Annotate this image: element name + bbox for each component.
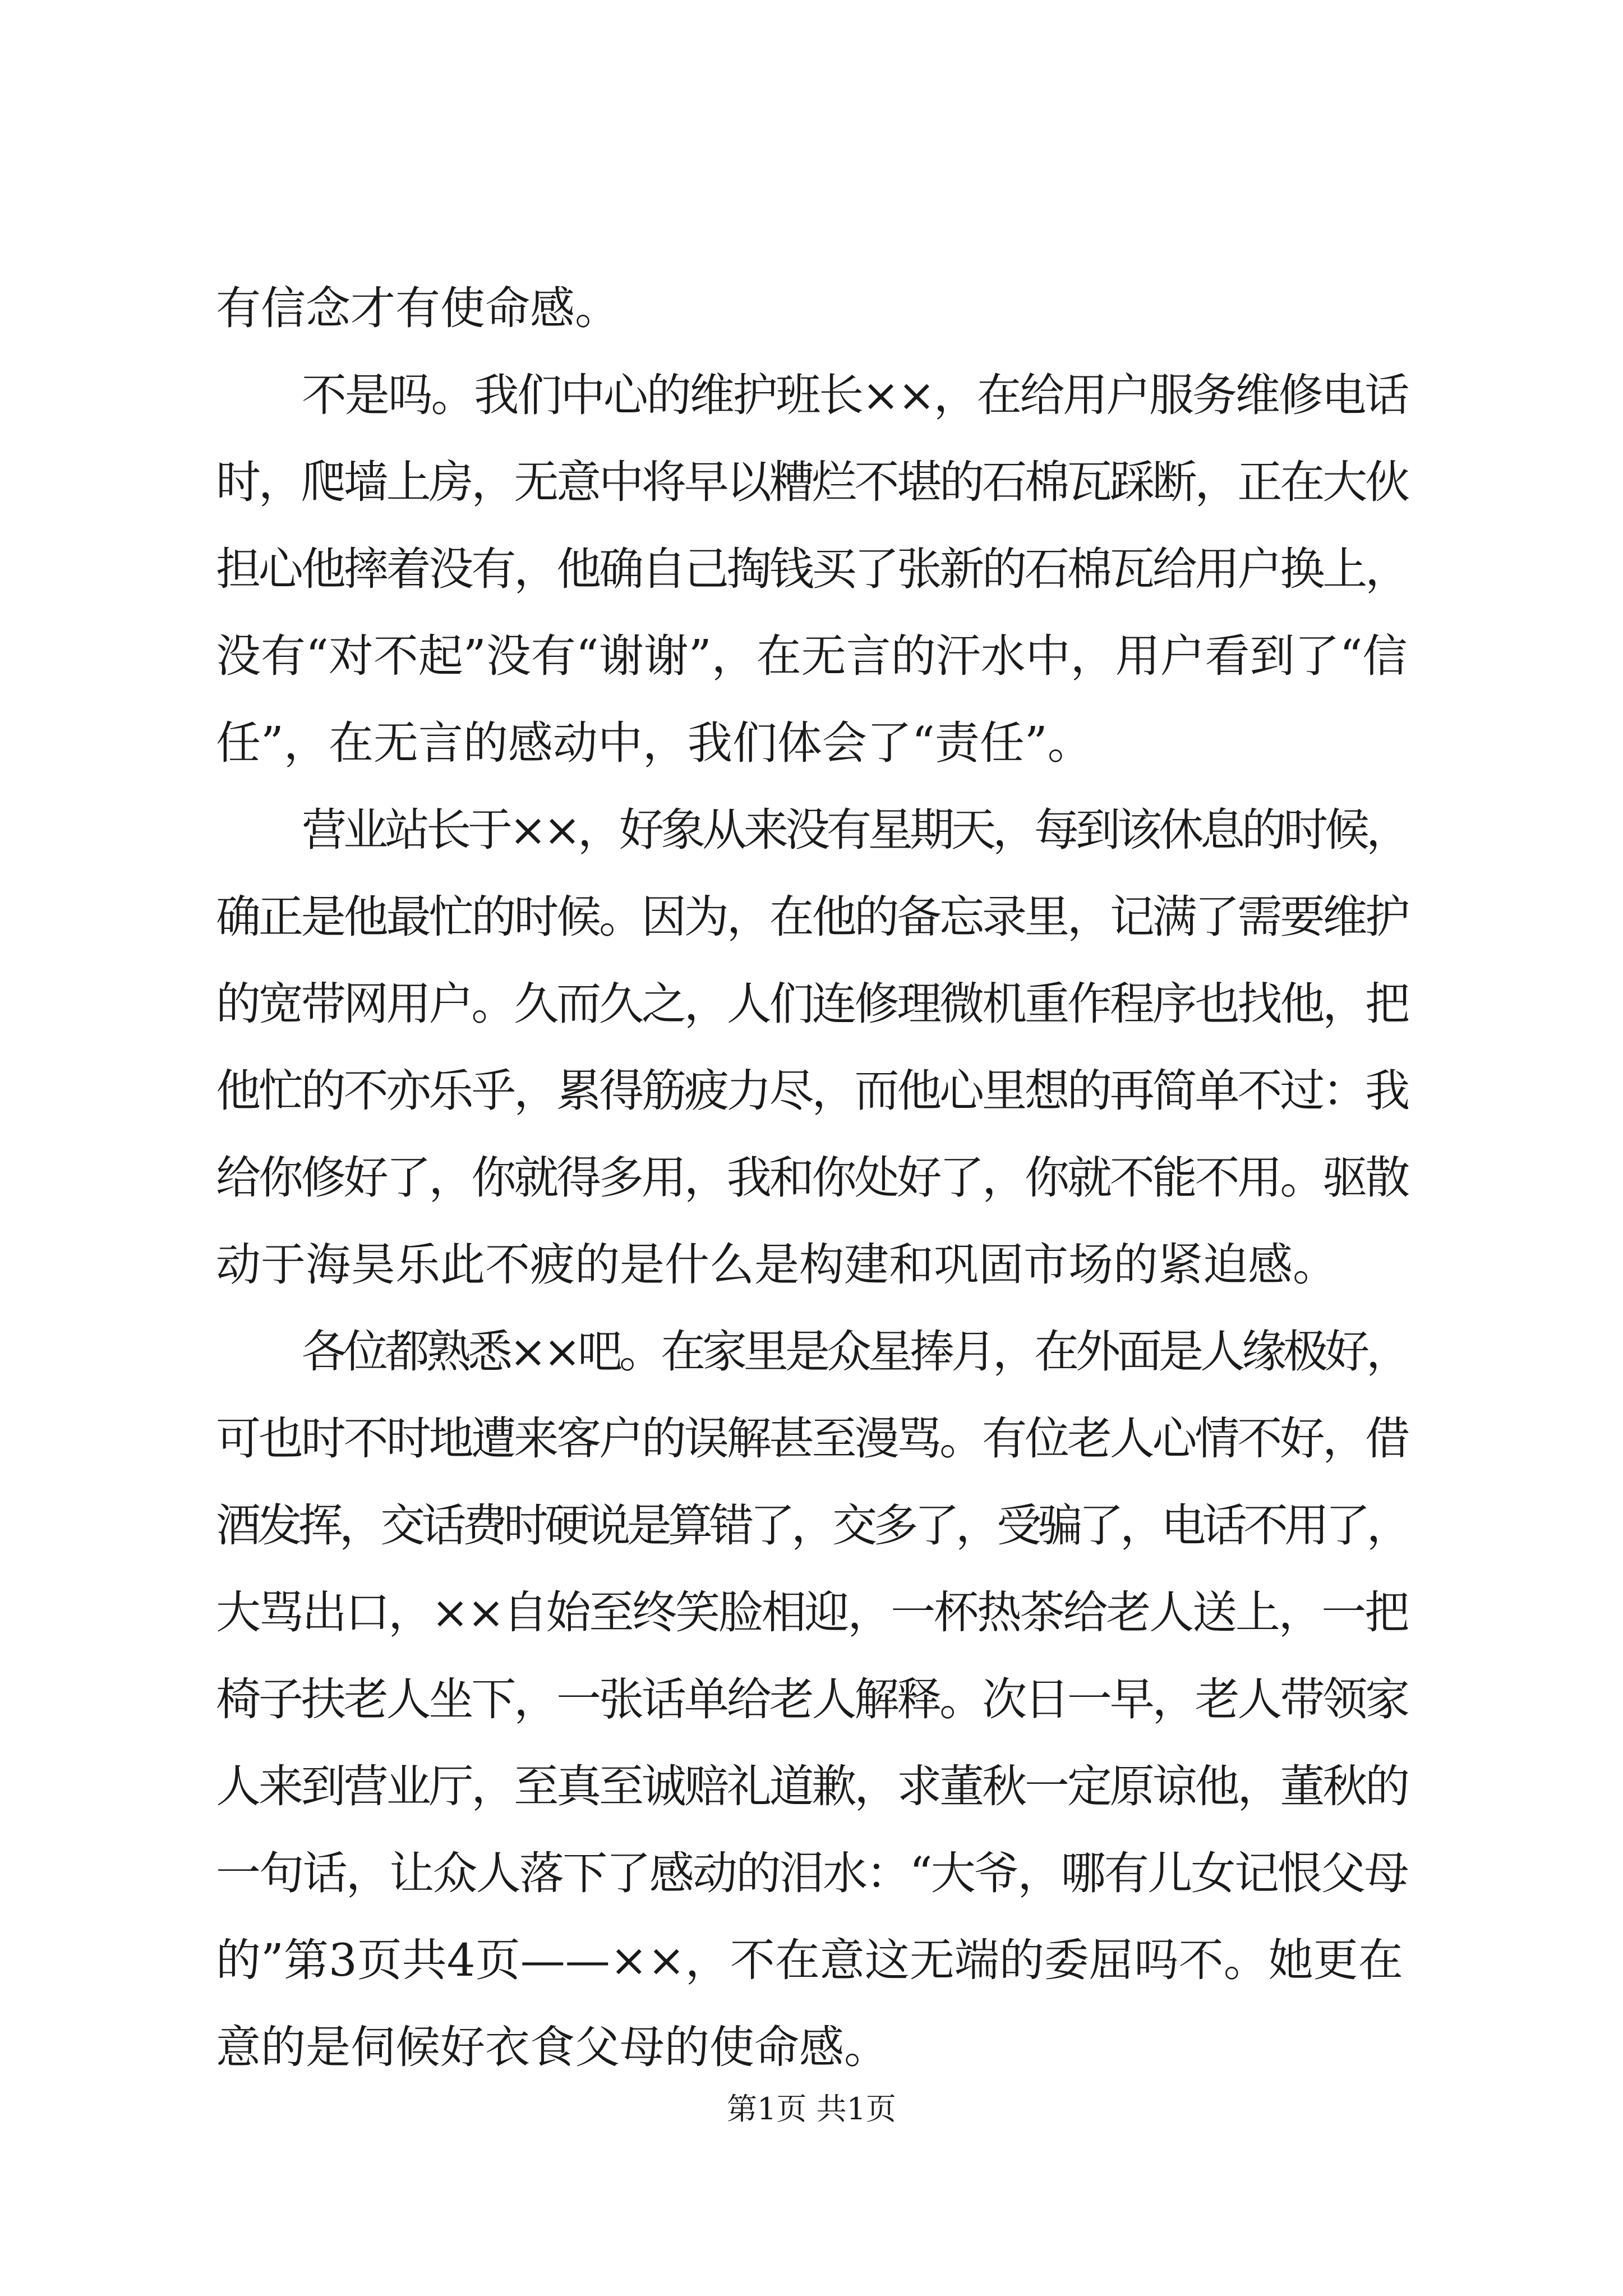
text-line: 没有“对不起”没有“谢谢”，在无言的汗水中，用户看到了“信 [216,630,1408,682]
text-line: 的”第3页共4页——××，不在意这无端的委屈吗不。她更在 [216,1934,1403,1986]
text-line: 大骂出口，××自始至终笑脸相迎，一杯热茶给老人送上，一把 [216,1586,1408,1639]
text-line: 有信念才有使命感。 [216,282,620,334]
text-line: 椅子扶老人坐下，一张话单给老人解释。次日一早，老人带领家 [216,1673,1408,1726]
text-line: 意的是伺候好衣食父母的使命感。 [216,2021,889,2073]
text-line: 酒发挥，交话费时硬说是算错了，交多了，受骗了，电话不用了， [216,1499,1408,1552]
text-line: 担心他摔着没有，他确自己掏钱买了张新的石棉瓦给用户换上， [216,543,1408,595]
text-line: 动于海昊乐此不疲的是什么是构建和巩固市场的紧迫感。 [216,1239,1338,1291]
text-line: 不是吗。我们中心的维护班长××，在给用户服务维修电话 [302,369,1408,421]
text-line: 人来到营业厅，至真至诚赔礼道歉，求董秋一定原谅他，董秋的 [216,1760,1408,1812]
text-line: 营业站长于××，好象从来没有星期天，每到该休息的时候， [302,804,1408,856]
text-line: 确正是他最忙的时候。因为，在他的备忘录里，记满了需要维护 [216,891,1408,943]
page-footer: 第1页 共1页 [727,2091,896,2127]
text-line: 的宽带网用户。久而久之，人们连修理微机重作程序也找他，把 [216,978,1408,1030]
text-line: 他忙的不亦乐乎，累得筋疲力尽，而他心里想的再简单不过：我 [216,1065,1408,1117]
text-line: 一句话，让众人落下了感动的泪水：“大爷，哪有儿女记恨父母 [216,1847,1408,1899]
text-line: 时，爬墙上房，无意中将早以糟烂不堪的石棉瓦踩断，正在大伙 [216,456,1408,508]
text-line: 任”，在无言的感动中，我们体会了“责任”。 [216,717,1092,769]
text-line: 各位都熟悉××吧。在家里是众星捧月，在外面是人缘极好， [302,1326,1408,1378]
text-line: 可也时不时地遭来客户的误解甚至漫骂。有位老人心情不好，借 [216,1412,1408,1465]
text-line: 给你修好了，你就得多用，我和你处好了，你就不能不用。驱散 [216,1152,1408,1204]
